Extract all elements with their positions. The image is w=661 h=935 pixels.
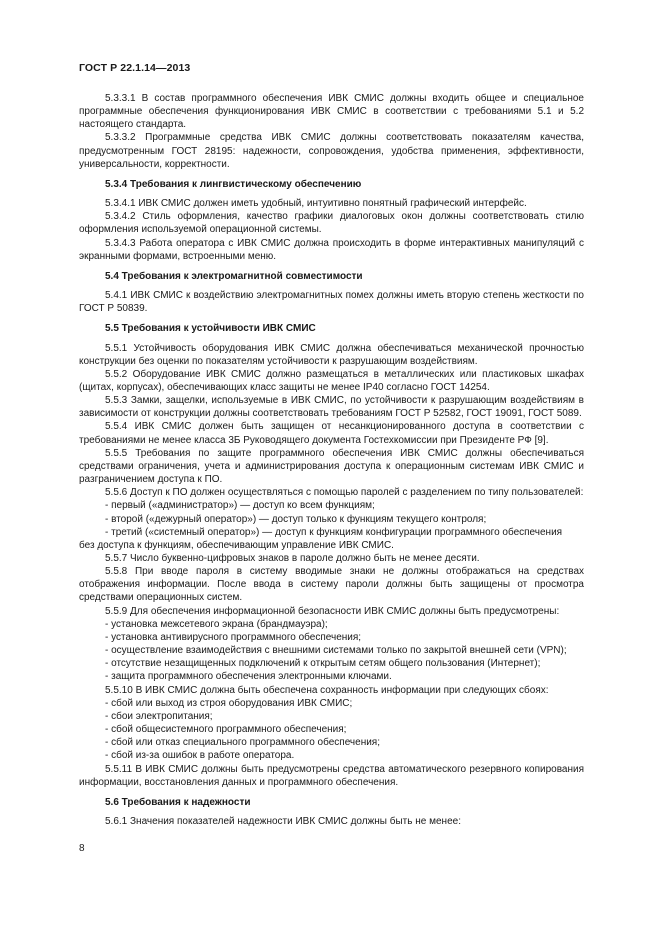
page-number: 8 bbox=[79, 843, 85, 854]
document-body bbox=[79, 92, 584, 828]
section-heading: 5.3.4 Требования к лингвистическому обеспечению bbox=[105, 178, 362, 190]
list-item: - сбой или выход из строя оборудования ИВК СМИС; bbox=[105, 697, 353, 709]
paragraph: 5.3.3.2 Программные средства ИВК СМИС должны соответствовать показателям качества, предусмотренным ГОСТ 28195: надежности, сопровождения, удобства применения, эффективности, универсальности, корректности. bbox=[79, 132, 584, 170]
list-item: - отсутствие незащищенных подключений к открытым сетям общего пользования (Интернет); bbox=[105, 658, 541, 670]
list-item: - осуществление взаимодействия с внешними системами только по закрытой внешней сети (VPN); bbox=[105, 645, 567, 657]
list-item: - сбои электропитания; bbox=[105, 710, 213, 722]
list-item: - защита программного обеспечения электронными ключами. bbox=[105, 671, 392, 683]
paragraph: 5.5.9 Для обеспечения информационной безопасности ИВК СМИС должны быть предусмотрены: bbox=[105, 605, 560, 617]
document-header: ГОСТ Р 22.1.14—2013 bbox=[79, 62, 191, 74]
list-item: - сбой общесистемного программного обеспечения; bbox=[105, 724, 347, 736]
paragraph: 5.5.11 В ИВК СМИС должны быть предусмотрены средства автоматического резервного копирования информации, восстановления данных и программного обеспечения. bbox=[79, 763, 584, 788]
paragraph: 5.5.1 Устойчивость оборудования ИВК СМИС должна обеспечиваться механической прочностью конструкции без оценки по показателям устойчивости к разрушающим воздействиям. bbox=[79, 342, 584, 367]
paragraph: 5.5.3 Замки, защелки, используемые в ИВК СМИС, по устойчивости к разрушающим воздействиям в зависимости от конструкции должны соответствовать требованиям ГОСТ Р 52582, ГОСТ 19091, ГОСТ 5089. bbox=[79, 395, 584, 420]
list-item: - установка антивирусного программного обеспечения; bbox=[105, 631, 362, 643]
list-item-continuation: без доступа к функциям, обеспечивающим управление ИВК СМИС. bbox=[79, 539, 394, 551]
paragraph: 5.5.4 ИВК СМИС должен быть защищен от несанкционированного доступа в соответствии с требованиями не менее класса 3Б Руководящего документа Гостехкомиссии при Президенте РФ [9]. bbox=[79, 421, 584, 446]
paragraph: 5.5.2 Оборудование ИВК СМИС должно размещаться в металлических или пластиковых шкафах (щитах, корпусах), обеспечивающих класс защиты не менее IP40 согласно ГОСТ 14254. bbox=[79, 368, 584, 393]
list-item: - первый («администратор») — доступ ко всем функциям; bbox=[105, 500, 375, 512]
paragraph: 5.5.6 Доступ к ПО должен осуществляться с помощью паролей с разделением по типу пользователей: bbox=[105, 487, 584, 499]
paragraph: 5.3.4.3 Работа оператора с ИВК СМИС должна происходить в форме интерактивных манипуляций с экранными формами, встроенными меню. bbox=[79, 237, 584, 262]
list-item: - установка межсетевого экрана (брандмауэра); bbox=[105, 618, 328, 630]
list-item: - сбой или отказ специального программного обеспечения; bbox=[105, 737, 380, 749]
paragraph: 5.4.1 ИВК СМИС к воздействию электромагнитных помех должны иметь вторую степень жесткости по ГОСТ Р 50839. bbox=[79, 290, 584, 315]
paragraph: 5.3.4.2 Стиль оформления, качество графики диалоговых окон должны соответствовать стилю оформления используемой операционной системы. bbox=[79, 211, 584, 236]
paragraph: 5.5.10 В ИВК СМИС должна быть обеспечена сохранность информации при следующих сбоях: bbox=[105, 684, 549, 696]
paragraph: 5.5.7 Число буквенно-цифровых знаков в пароле должно быть не менее десяти. bbox=[105, 553, 480, 564]
paragraph: 5.5.5 Требования по защите программного обеспечения ИВК СМИС должны обеспечиваться средствами ограничения, учета и администрирования доступа к операционным системам ИВК СМИС и разграничением доступа к ПО. bbox=[79, 447, 584, 486]
list-item: - третий («системный оператор») — доступ к функциям конфигурации программного обеспечения bbox=[105, 526, 563, 538]
section-heading: 5.5 Требования к устойчивости ИВК СМИС bbox=[105, 323, 316, 335]
paragraph: 5.3.3.1 В состав программного обеспечения ИВК СМИС должны входить общее и специальное программные обеспечения функционирования ИВК СМИС в соответствии с требованиями 5.1 и 5.2 настоящего стандарта. bbox=[79, 93, 584, 131]
paragraph: 5.6.1 Значения показателей надежности ИВК СМИС должны быть не менее: bbox=[105, 815, 461, 827]
section-heading: 5.4 Требования к электромагнитной совместимости bbox=[105, 270, 363, 282]
list-item: - второй («дежурный оператор») — доступ только к функциям текущего контроля; bbox=[105, 513, 487, 525]
paragraph: 5.5.8 При вводе пароля в систему вводимые знаки не должны отображаться на средствах отображения информации. После ввода в систему пароли должны быть защищены от просмотра средствами операционных систем. bbox=[79, 566, 584, 604]
section-heading: 5.6 Требования к надежности bbox=[105, 796, 251, 808]
paragraph: 5.3.4.1 ИВК СМИС должен иметь удобный, интуитивно понятный графический интерфейс. bbox=[105, 198, 527, 210]
list-item: - сбой из-за ошибок в работе оператора. bbox=[105, 750, 295, 762]
